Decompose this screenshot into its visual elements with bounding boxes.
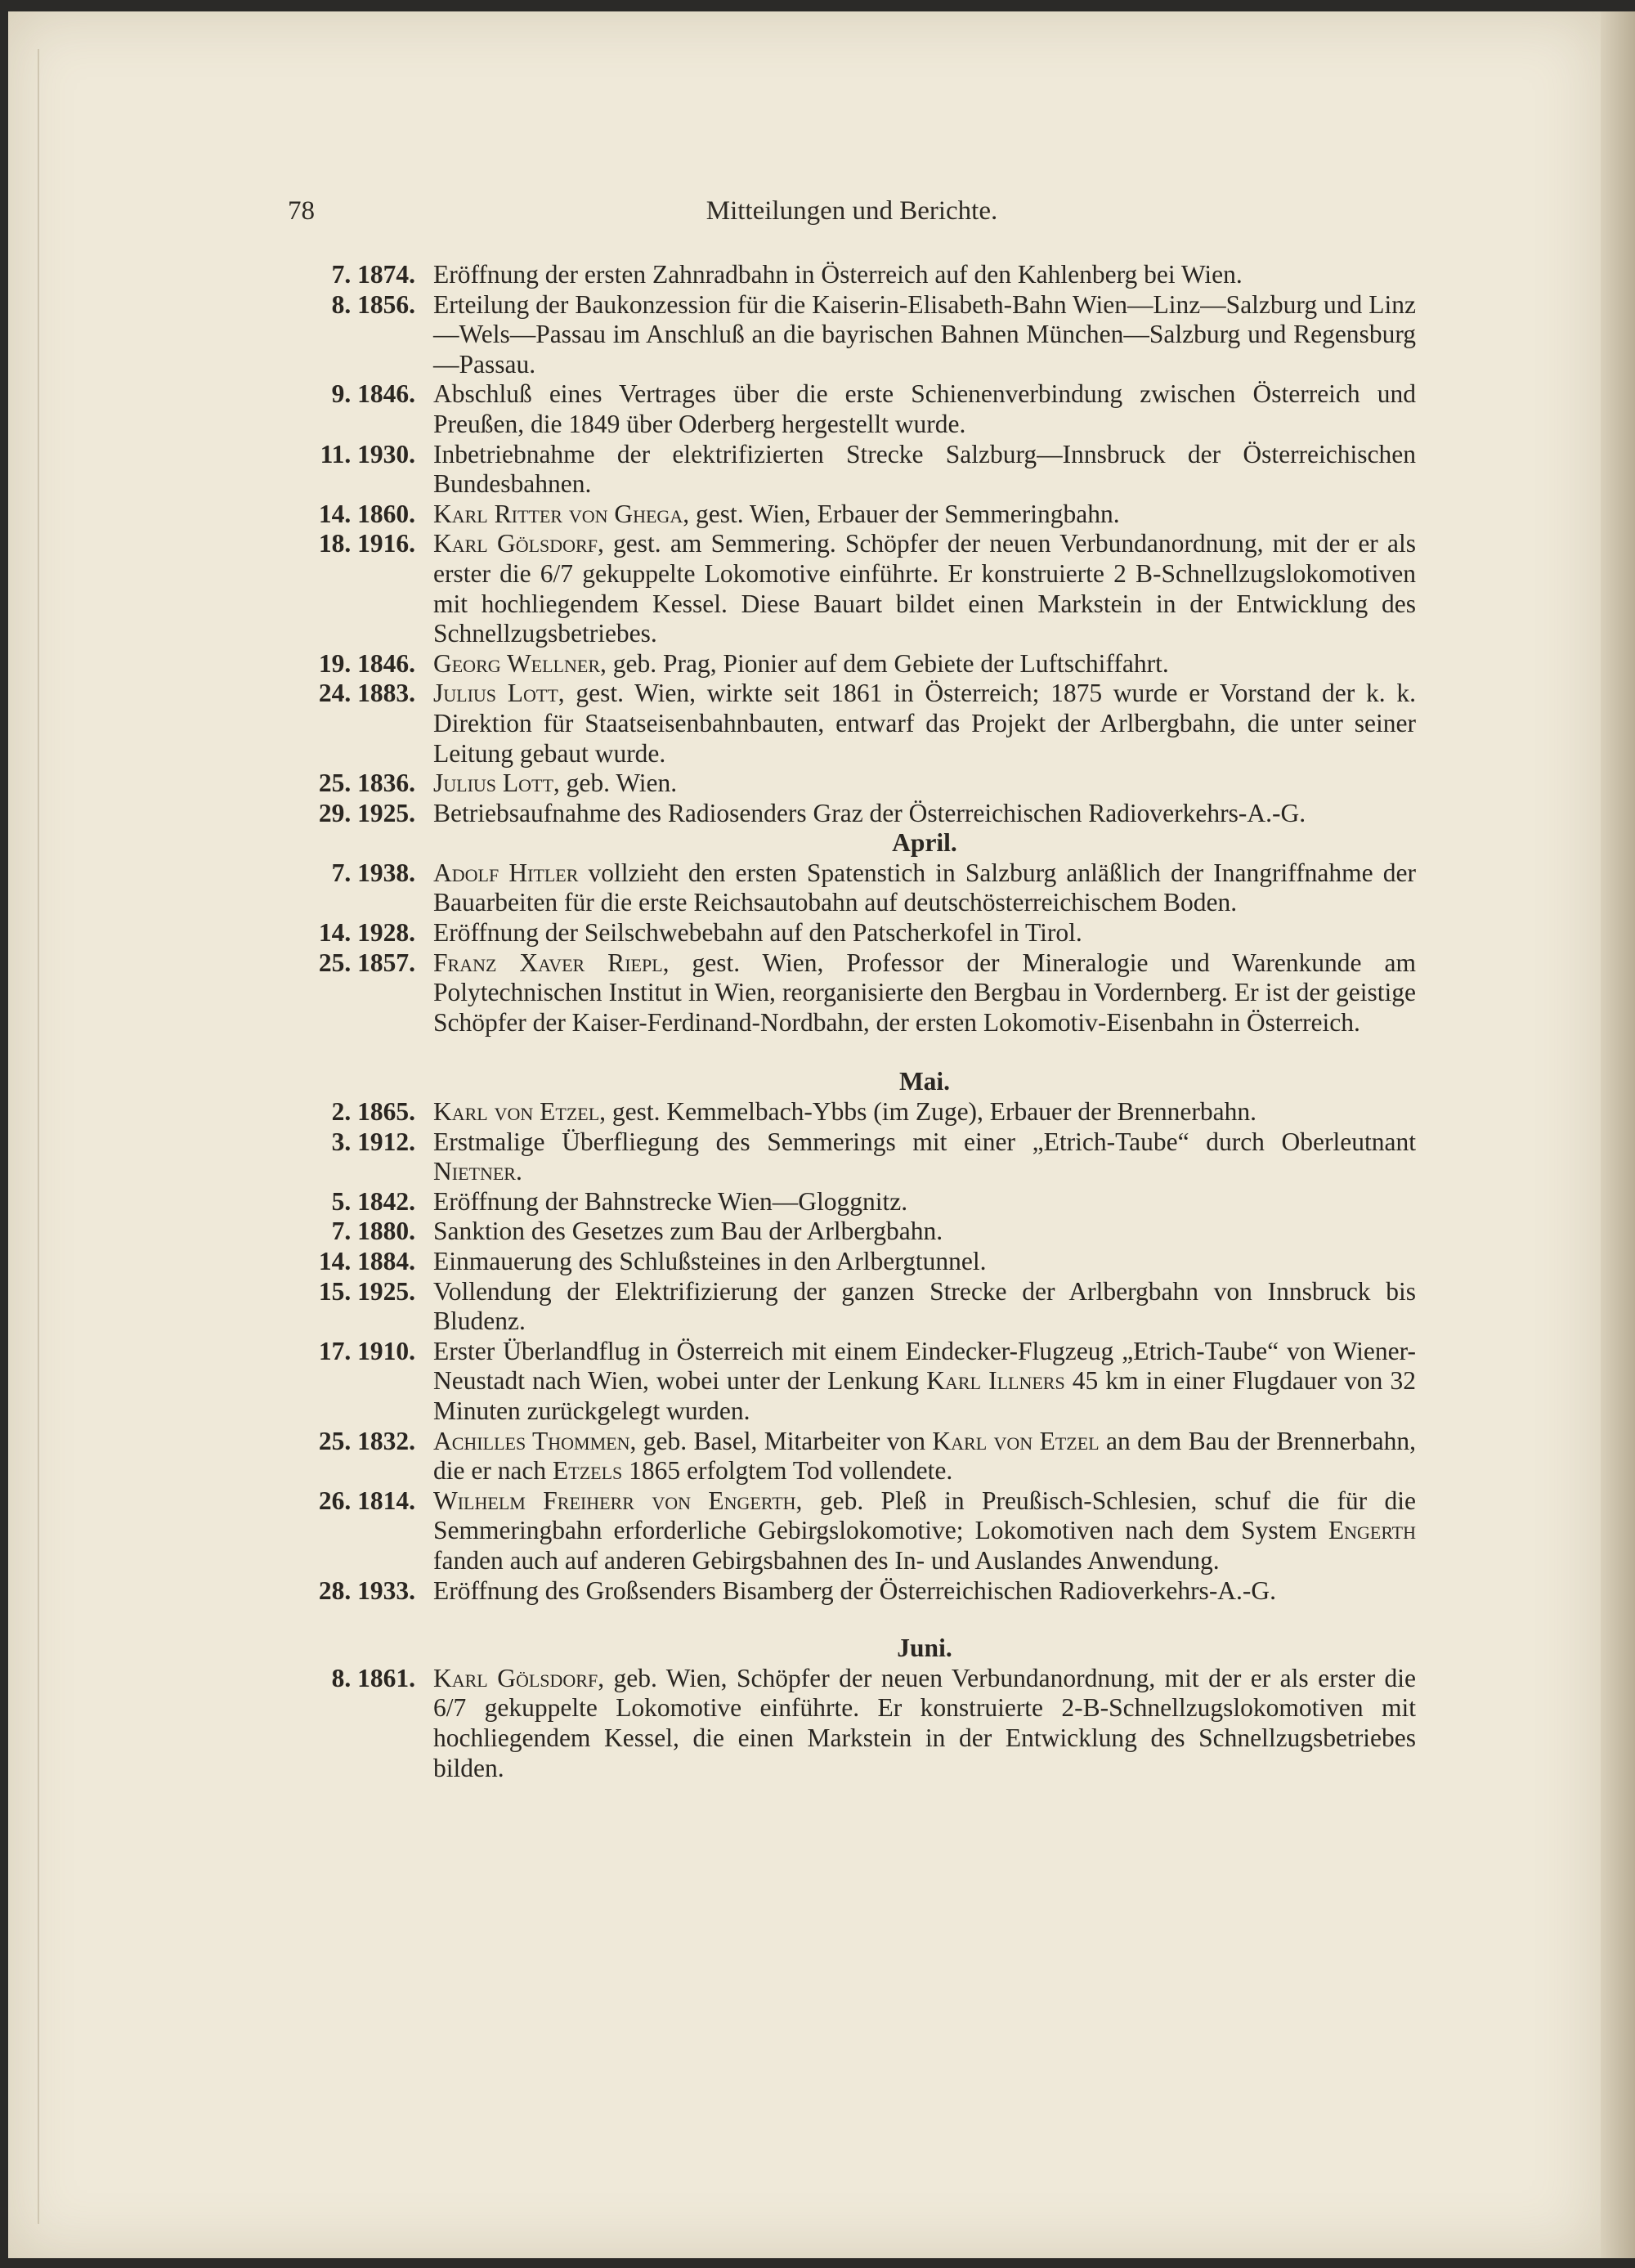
entry-text xyxy=(433,948,1416,1038)
entry-text xyxy=(433,918,1416,948)
person-name: Etzels xyxy=(553,1456,623,1486)
entry-date: 7. 1938. xyxy=(331,858,415,887)
chronology-entry xyxy=(278,948,1416,1038)
entry-description: , geb. Wien, Schöpfer der neuen Verbundanordnung, mit der er als erster die 6/7 gekuppelte Lokomotive einführte. Er konstruierte 2-B-Schnellzugslokomotiven mit hochliegendem Kessel, die einen Markstein in der Entwicklung des Schnellzugsbetriebes bilden. xyxy=(433,1663,1416,1782)
entry-date: 28. 1933. xyxy=(318,1575,415,1605)
chronology-entry xyxy=(278,529,1416,648)
entry-text xyxy=(433,799,1416,829)
entry-description: 45 km in einer Flugdauer von 32 Minuten zurückgelegt wurden. xyxy=(433,1366,1417,1425)
person-name: Achilles Thommen xyxy=(433,1426,630,1455)
entry-text xyxy=(433,1664,1416,1783)
entry-text xyxy=(433,858,1416,918)
entry-date: 26. 1814. xyxy=(318,1486,415,1515)
entry-description: , gest. Wien, wirkte seit 1861 in Österreich; 1875 wurde er Vorstand der k. k. Direktion für Staatseisenbahnbauten, entwarf das Projekt der Arlbergbahn, die unter seiner Leitung gebaut wurde. xyxy=(433,679,1416,768)
page-number: 78 xyxy=(288,196,315,226)
chronology-entry xyxy=(278,1247,1416,1277)
person-name: Julius Lott xyxy=(433,769,553,798)
entry-text xyxy=(433,679,1416,769)
entry-text xyxy=(433,529,1416,648)
person-name: Nietner xyxy=(433,1157,516,1186)
entry-description: Betriebsaufnahme des Radiosenders Graz der Österreichischen Radioverkehrs-A.-G. xyxy=(433,798,1306,827)
chronology-entry xyxy=(278,500,1416,530)
entry-description: , gest. Kemmelbach-Ybbs (im Zuge), Erbauer der Brennerbahn. xyxy=(599,1097,1257,1127)
entry-date: 24. 1883. xyxy=(318,679,415,708)
chronology-entry xyxy=(278,1486,1416,1576)
entry-description: , geb. Basel, Mitarbeiter von xyxy=(629,1426,933,1455)
chronology-entry xyxy=(278,918,1416,948)
entry-text xyxy=(433,1277,1416,1337)
entry-date: 14. 1928. xyxy=(318,918,415,948)
entry-text xyxy=(433,440,1416,500)
entry-description: , gest. am Semmering. Schöpfer der neuen Verbundanordnung, mit der er als erster die 6/7 gekuppelte Lokomotive einführte. Er konstruierte 2 B-Schnellzugslokomotiven mit hochliegendem Kessel. Diese Bauart bildet einen Markstein in der Entwicklung des Schnellzugsbetriebes. xyxy=(433,529,1416,648)
chronology-entry xyxy=(278,858,1416,918)
entry-date: 14. 1884. xyxy=(318,1247,415,1275)
entry-description: . xyxy=(515,1157,522,1186)
chronology-entry xyxy=(278,379,1416,439)
entry-date: 2. 1865. xyxy=(331,1097,415,1127)
entry-date: 25. 1857. xyxy=(318,948,415,977)
entry-description: an dem Bau der Brennerbahn, die er nach xyxy=(433,1426,1416,1486)
entry-date: 8. 1861. xyxy=(331,1663,415,1692)
chronology-entry xyxy=(278,769,1416,799)
chronology-entry xyxy=(278,1277,1416,1337)
chronology-entry xyxy=(278,440,1416,500)
entry-date: 8. 1856. xyxy=(331,289,415,319)
person-name: Karl von Etzel xyxy=(433,1097,600,1127)
entry-date: 18. 1916. xyxy=(318,529,415,558)
entry-date: 15. 1925. xyxy=(318,1276,415,1306)
entry-description: , geb. Pleß in Preußisch-Schlesien, schuf die für die Semmeringbahn erforderliche Gebirgslokomotive; Lokomotiven nach dem System xyxy=(433,1486,1416,1545)
entry-description: fanden auch auf anderen Gebirgsbahnen des In- und Auslandes Anwendung. xyxy=(433,1545,1220,1575)
entry-description: Inbetriebnahme der elektrifizierten Strecke Salzburg—Innsbruck der Österreichischen Bundesbahnen. xyxy=(433,439,1416,499)
page-edge xyxy=(1601,11,1635,2258)
entry-date: 3. 1912. xyxy=(331,1127,415,1156)
month-heading: Juni. xyxy=(897,1634,952,1663)
entry-text xyxy=(433,1097,1416,1127)
entry-date: 25. 1832. xyxy=(318,1426,415,1455)
chronology-entry xyxy=(278,260,1416,290)
entry-date: 5. 1842. xyxy=(331,1186,415,1216)
chronology-entry xyxy=(278,1127,1416,1187)
chronology-entry xyxy=(278,290,1416,380)
entry-description: Abschluß eines Vertrages über die erste Schienenverbindung zwischen Österreich und Preußen, die 1849 über Oderberg hergestellt wurde. xyxy=(433,379,1416,438)
entry-description: Erster Überlandflug in Österreich mit einem Eindecker-Flugzeug „Etrich-Taube“ von Wiener-Neustadt nach Wien, wobei unter der Lenkung xyxy=(433,1336,1416,1396)
entry-description: Erteilung der Baukonzession für die Kaiserin-Elisabeth-Bahn Wien—Linz—Salzburg und Linz—Wels—Passau im Anschluß an die bayrischen Bahnen München—Salzburg und Regensburg—Passau. xyxy=(433,289,1416,379)
entry-text xyxy=(433,1427,1416,1486)
entry-text xyxy=(433,1127,1416,1187)
entry-description: vollzieht den ersten Spatenstich in Salzburg anläßlich der Inangriffnahme der Bauarbeiten für die erste Reichsautobahn auf deutschösterreichischem Boden. xyxy=(433,858,1416,917)
chronology-entry xyxy=(278,1187,1416,1217)
entry-date: 11. 1930. xyxy=(320,439,415,468)
page-header xyxy=(288,196,1416,237)
chronology-entry xyxy=(278,1097,1416,1127)
entry-text xyxy=(433,1217,1416,1247)
person-name: Julius Lott xyxy=(433,679,558,708)
entry-description: Eröffnung des Großsenders Bisamberg der Österreichischen Radioverkehrs-A.-G. xyxy=(433,1575,1277,1605)
chronology-entry xyxy=(278,1337,1416,1427)
chronology-entry xyxy=(278,1427,1416,1486)
month-heading: April. xyxy=(892,828,957,858)
person-name: Karl von Etzel xyxy=(932,1426,1100,1455)
entry-text xyxy=(433,290,1416,380)
person-name: Engerth xyxy=(1328,1516,1416,1545)
person-name: Adolf Hitler xyxy=(433,858,579,887)
person-name: Karl Ritter von Ghega xyxy=(433,499,683,528)
chronology-entry xyxy=(278,1664,1416,1783)
entry-date: 7. 1880. xyxy=(331,1217,415,1246)
person-name: Karl Gölsdorf xyxy=(433,529,598,558)
entry-description: , gest. Wien, Professor der Mineralogie und Warenkunde am Polytechnischen Institut in Wien, reorganisierte den Bergbau in Vordernberg. Er ist der geistige Schöpfer der Kaiser-Ferdinand-Nordbahn, der ersten Lokomotiv-Eisenbahn in Österreich. xyxy=(433,948,1417,1037)
entry-date: 14. 1860. xyxy=(318,499,415,528)
chronology-entry xyxy=(278,799,1416,829)
entry-text xyxy=(433,1337,1416,1427)
entry-text xyxy=(433,500,1416,530)
entry-description: , gest. Wien, Erbauer der Semmeringbahn. xyxy=(683,499,1120,528)
entry-text xyxy=(433,379,1416,439)
entry-date: 29. 1925. xyxy=(318,798,415,827)
entry-text xyxy=(433,769,1416,799)
entry-description: Eröffnung der ersten Zahnradbahn in Österreich auf den Kahlenberg bei Wien. xyxy=(433,260,1243,289)
person-name: Karl Gölsdorf xyxy=(433,1663,598,1692)
person-name: Franz Xaver Riepl xyxy=(433,948,663,977)
running-title: Mitteilungen und Berichte. xyxy=(706,196,998,226)
entry-text xyxy=(433,649,1416,679)
entry-text xyxy=(433,1576,1416,1607)
person-name: Wilhelm Freiherr von Engerth xyxy=(433,1486,796,1515)
person-name: Karl Illners xyxy=(926,1366,1065,1396)
chronology-entry xyxy=(278,679,1416,769)
entry-text xyxy=(433,260,1416,290)
chronology-entry xyxy=(278,1576,1416,1607)
entry-text xyxy=(433,1187,1416,1217)
entry-date: 17. 1910. xyxy=(318,1336,415,1365)
month-heading: Mai. xyxy=(898,1067,951,1096)
entry-description: Eröffnung der Seilschwebebahn auf den Patscherkofel in Tirol. xyxy=(433,918,1082,948)
person-name: Georg Wellner xyxy=(433,648,600,678)
entry-text xyxy=(433,1247,1416,1277)
entry-description: Sanktion des Gesetzes zum Bau der Arlbergbahn. xyxy=(433,1217,943,1246)
entry-date: 9. 1846. xyxy=(331,379,415,409)
entry-date: 19. 1846. xyxy=(318,648,415,678)
entry-description: Erstmalige Überfliegung des Semmerings mit einer „Etrich-Taube“ durch Oberleutnant xyxy=(433,1127,1416,1156)
chronology-entry xyxy=(278,1217,1416,1247)
entry-description: , geb. Prag, Pionier auf dem Gebiete der Luftschiffahrt. xyxy=(600,648,1169,678)
entry-description: , geb. Wien. xyxy=(553,769,678,798)
entry-date: 25. 1836. xyxy=(318,769,415,798)
binding-edge xyxy=(38,49,39,2224)
entry-description: Einmauerung des Schlußsteines in den Arlbergtunnel. xyxy=(433,1247,987,1275)
entry-date: 7. 1874. xyxy=(331,260,415,289)
entry-description: 1865 erfolgtem Tod vollendete. xyxy=(622,1456,953,1486)
chronology-list xyxy=(278,260,1416,1783)
entry-description: Eröffnung der Bahnstrecke Wien—Gloggnitz. xyxy=(433,1186,908,1216)
entry-description: Vollendung der Elektrifizierung der ganzen Strecke der Arlbergbahn von Innsbruck bis Bludenz. xyxy=(433,1276,1416,1336)
chronology-entry xyxy=(278,649,1416,679)
entry-text xyxy=(433,1486,1416,1576)
